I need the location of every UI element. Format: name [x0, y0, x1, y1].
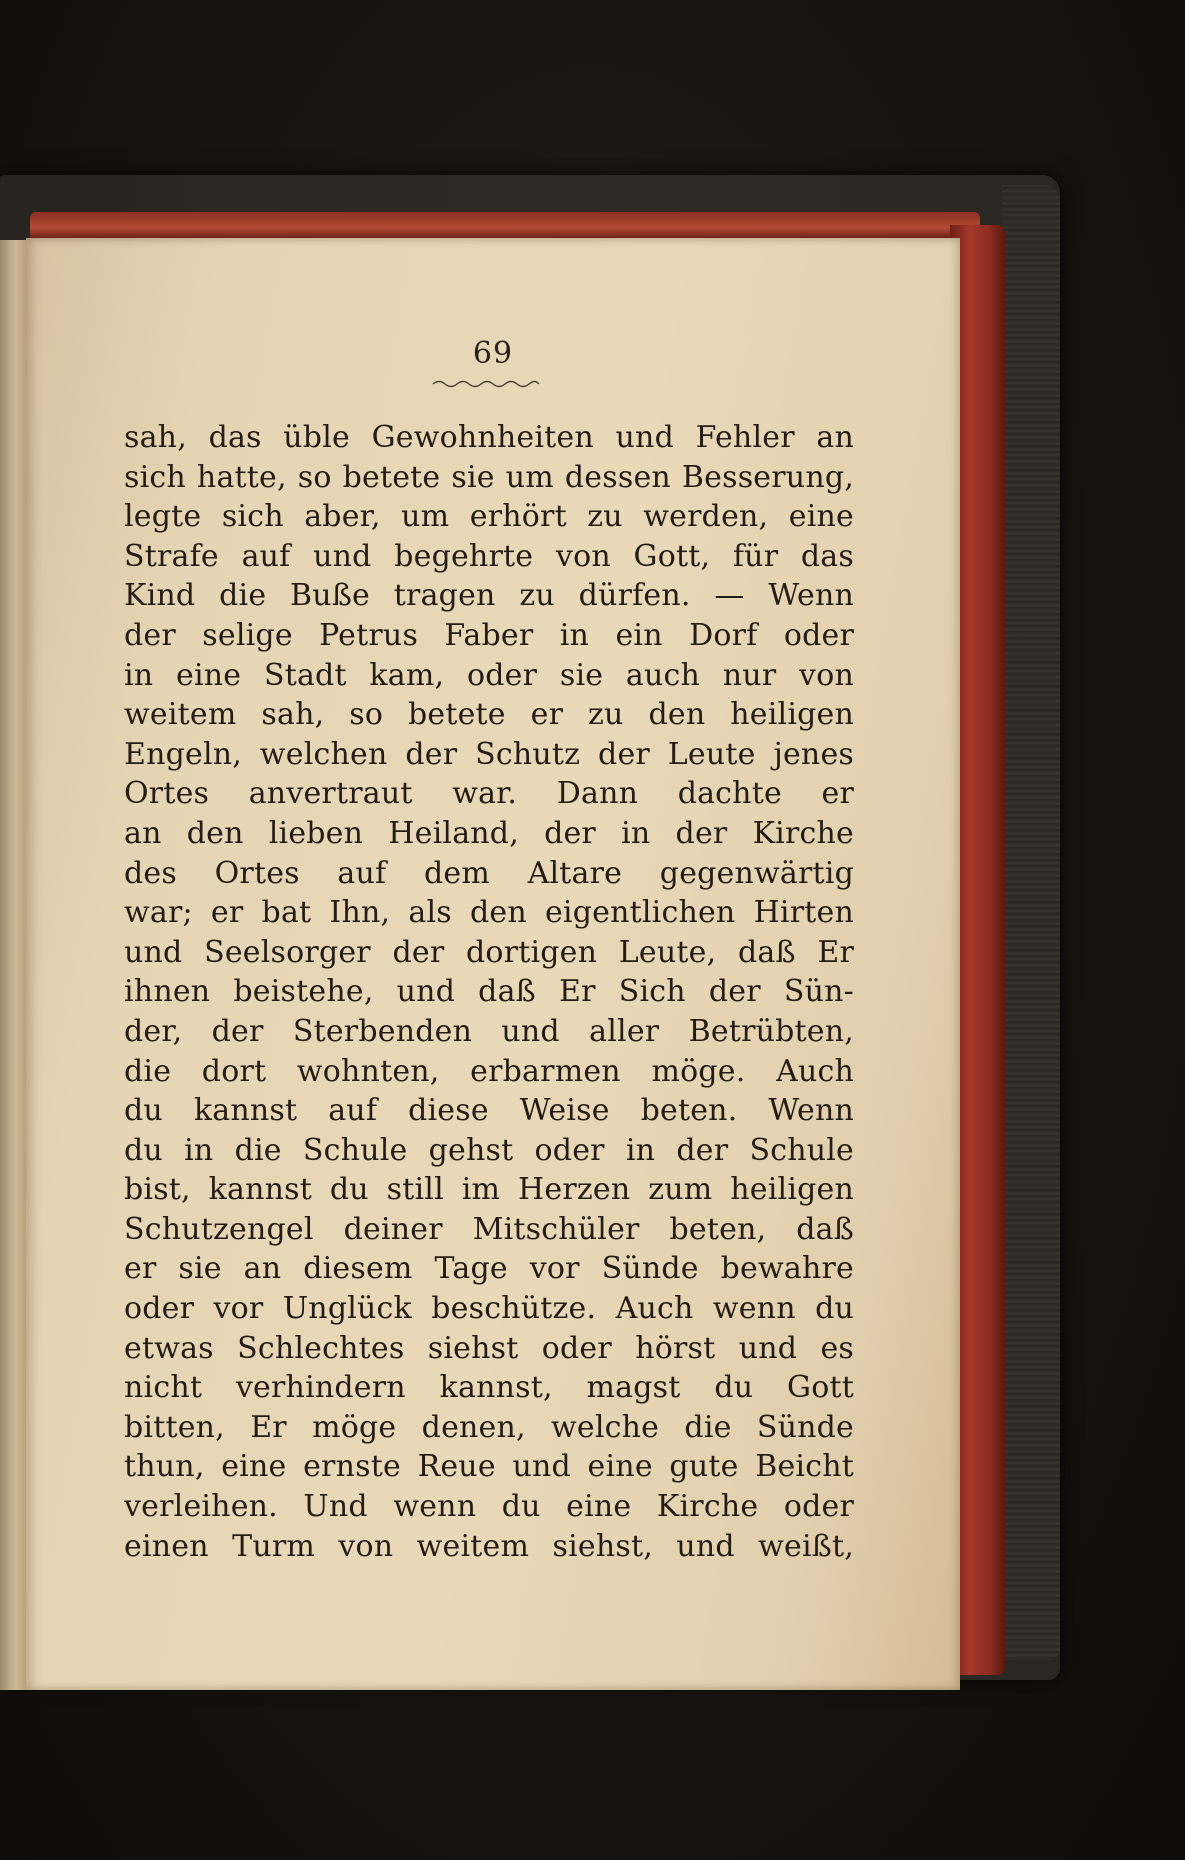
text-line: war; er bat Ihn, als den eigentlichen Hirten	[124, 895, 854, 931]
text-line: bist, kannst du still im Herzen zum heiligen	[124, 1172, 854, 1208]
text-line: einen Turm von weitem siehst, und weißt,	[124, 1528, 854, 1564]
text-line: du kannst auf diese Weise beten. Wenn	[124, 1093, 854, 1129]
text-line: bitten, Er möge denen, welche die Sünde	[124, 1409, 854, 1445]
text-line: des Ortes auf dem Altare gegenwärtig	[124, 855, 854, 891]
body-text	[124, 418, 854, 1566]
text-line: an den lieben Heiland, der in der Kirche	[124, 815, 854, 851]
text-line: nicht verhindern kannst, magst du Gott	[124, 1370, 854, 1406]
text-line: Schutzengel deiner Mitschüler beten, daß	[124, 1211, 854, 1247]
text-line: etwas Schlechtes siehst oder hörst und es	[124, 1330, 854, 1366]
text-line: in eine Stadt kam, oder sie auch nur von	[124, 657, 854, 693]
page-top-edge	[30, 212, 980, 238]
text-line: Ortes anvertraut war. Dann dachte er	[124, 776, 854, 812]
text-line: er sie an diesem Tage vor Sünde bewahre	[124, 1251, 854, 1287]
text-line: sich hatte, so betete sie um dessen Besserung,	[124, 459, 854, 495]
left-page-sliver	[0, 240, 26, 1690]
text-line: der, der Sterbenden und aller Betrübten,	[124, 1013, 854, 1049]
text-line: du in die Schule gehst oder in der Schule	[124, 1132, 854, 1168]
text-line: verleihen. Und wenn du eine Kirche oder	[124, 1489, 854, 1525]
text-line: sah, das üble Gewohnheiten und Fehler an	[124, 420, 854, 455]
cover-edge	[1002, 185, 1060, 1660]
text-line: legte sich aber, um erhört zu werden, eine	[124, 499, 854, 535]
text-line: die dort wohnten, erbarmen möge. Auch	[124, 1053, 854, 1089]
text-line: ihnen beistehe, und daß Er Sich der Sün-	[124, 974, 854, 1010]
text-line: weitem sah, so betete er zu den heiligen	[124, 697, 854, 733]
text-line: Engeln, welchen der Schutz der Leute jenes	[124, 736, 854, 772]
text-line: thun, eine ernste Reue und eine gute Beicht	[124, 1449, 854, 1485]
text-line: oder vor Unglück beschütze. Auch wenn du	[124, 1291, 854, 1327]
text-line: der selige Petrus Faber in ein Dorf oder	[124, 617, 854, 653]
text-line: Strafe auf und begehrte von Gott, für das	[124, 538, 854, 574]
text-line: und Seelsorger der dortigen Leute, daß Er	[124, 934, 854, 970]
page-number-ornament	[431, 378, 541, 390]
text-line: Kind die Buße tragen zu dürfen. — Wenn	[124, 578, 854, 614]
book-page	[26, 238, 960, 1690]
page-number: 69	[472, 336, 514, 371]
